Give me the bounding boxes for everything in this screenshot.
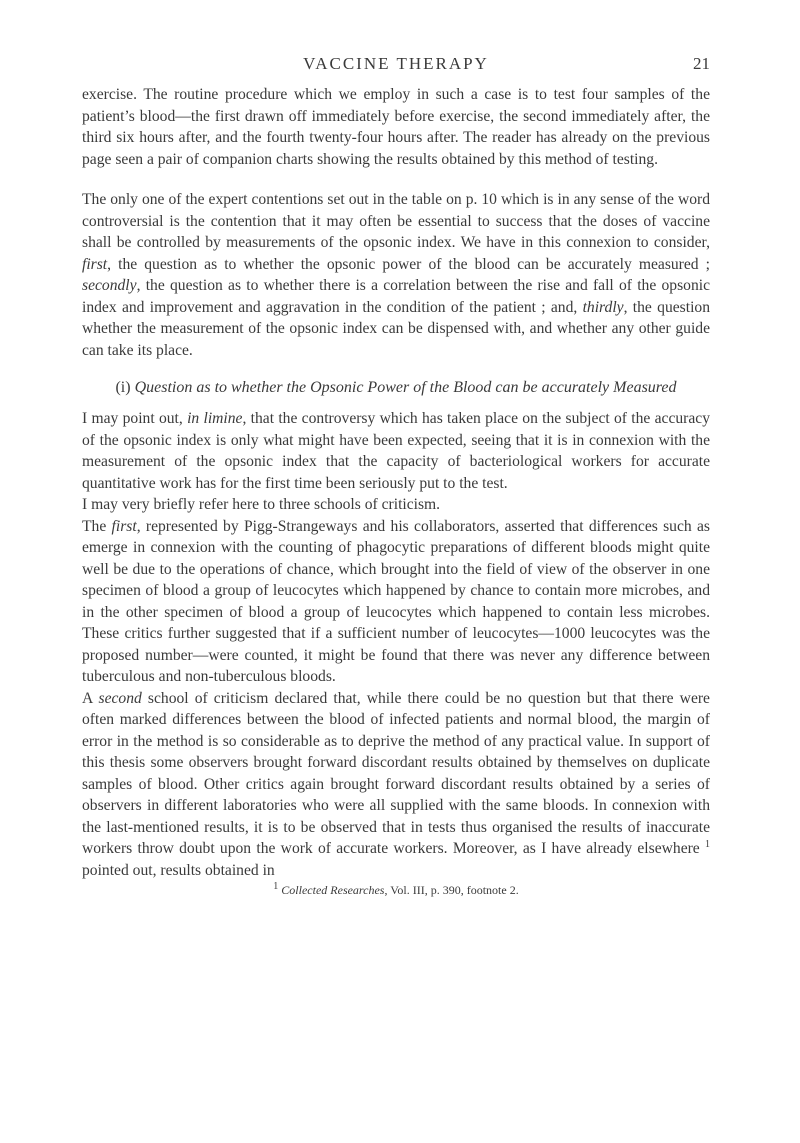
section-title: Question as to whether the Opsonic Power of the Blood can be accurately Measured <box>134 379 677 396</box>
text-run: , the question whether the measurement of the opsonic index can be dispensed with, and whether any other guide can take its place. <box>82 298 710 359</box>
footnote-marker: 1 <box>273 881 279 892</box>
text-run: , the question as to whether the opsonic power of the blood can be accurately measured ; <box>107 255 710 273</box>
footnote-reference[interactable]: 1 <box>705 838 710 850</box>
paragraph-first-school <box>82 516 710 688</box>
text-run: pointed out, results obtained in <box>82 861 275 879</box>
emphasis-thirdly: thirdly <box>582 298 624 316</box>
paragraph-three-schools: I may very briefly refer here to three schools of criticism. <box>82 496 441 513</box>
emphasis-secondly: secondly <box>82 277 137 294</box>
paragraph-second-school <box>82 688 710 882</box>
page-number: 21 <box>693 54 710 73</box>
text-run: school of criticism declared that, while there could be no question but that there were often marked differences between the blood of infected patients and normal blood, the margin of error in the method is so considerable as to deprive the method of any practical value. In support of this thesis some observers brought forward discordant results obtained by themselves on duplicate samples of blood. Other critics again brought forward discordant results obtained by a series of observers in different laboratories who were all supplied with the same bloods. In connexion with the last-mentioned results, it is to be observed that in tests thus organised the results of inaccurate workers throw doubt upon the work of accurate workers. Moreover, as I have already elsewhere <box>82 689 710 857</box>
section-number: (i) <box>115 379 135 396</box>
text-run: , that the controversy which has taken place on the subject of the accuracy of the opsonic index is only what might have been expected, seeing that it is in connexion with the measurement of the opsonic index that the capacity of bacteriological workers for accurate quantitative work has for the first time been seriously put to the test. <box>82 410 710 492</box>
page-header <box>82 54 710 82</box>
text-run: A <box>82 689 99 707</box>
emphasis-first: first <box>82 255 108 273</box>
paragraph-controversial-contention <box>82 189 710 361</box>
text-run: The <box>82 517 112 535</box>
text-run: I may point out, <box>82 410 188 427</box>
page <box>82 54 710 898</box>
text-run: , represented by Pigg-Strangeways and his collaborators, asserted that differences such as emerge in connexion with the counting of phagocytic preparations of different bloods might quite well be due to the operations of chance, which brought into the field of view of the observer in one specimen of blood a group of leucocytes which happened by chance to contain more microbes, and in the other specimen of blood a group of leucocytes which happened to contain less microbes. These critics further suggested that if a sufficient number of leucocytes—1000 leucocytes was the proposed number—were counted, it might be found that there was never any difference between tuberculous and non-tuberculous bloods. <box>82 517 710 685</box>
paragraph-in-limine <box>82 408 710 494</box>
paragraph-exercise: exercise. The routine procedure which we employ in such a case is to test four samples of the patient’s blood—the first drawn off immediately before exercise, the second immediately after, the third six hours after, and the fourth twenty-four hours after. The reader has already on the previous page seen a pair of companion charts showing the results obtained by this method of testing. <box>82 86 710 168</box>
footnote-title: Collected Researches <box>281 883 385 897</box>
text-run: The only one of the expert contentions set out in the table on p. 10 which is in any sense of the word controversial is the contention that it may often be essential to success that the doses of vaccine shall be controlled by measurements of the opsonic index. We have in this connexion to consider, <box>82 191 710 251</box>
text-run: , the question as to whether there is a correlation between the rise and fall of the opsonic index and improvement and aggravation in the condition of the patient ; and, <box>82 277 710 316</box>
running-head: VACCINE THERAPY <box>303 54 489 73</box>
section-heading <box>82 377 710 398</box>
emphasis-in-limine: in limine <box>187 410 243 427</box>
footnote-rest: , Vol. III, p. 390, footnote 2. <box>384 883 519 897</box>
emphasis-second-school: second <box>98 689 142 707</box>
emphasis-first-school: first <box>111 517 137 535</box>
paragraph-gap <box>82 170 710 189</box>
footnote <box>82 882 710 898</box>
